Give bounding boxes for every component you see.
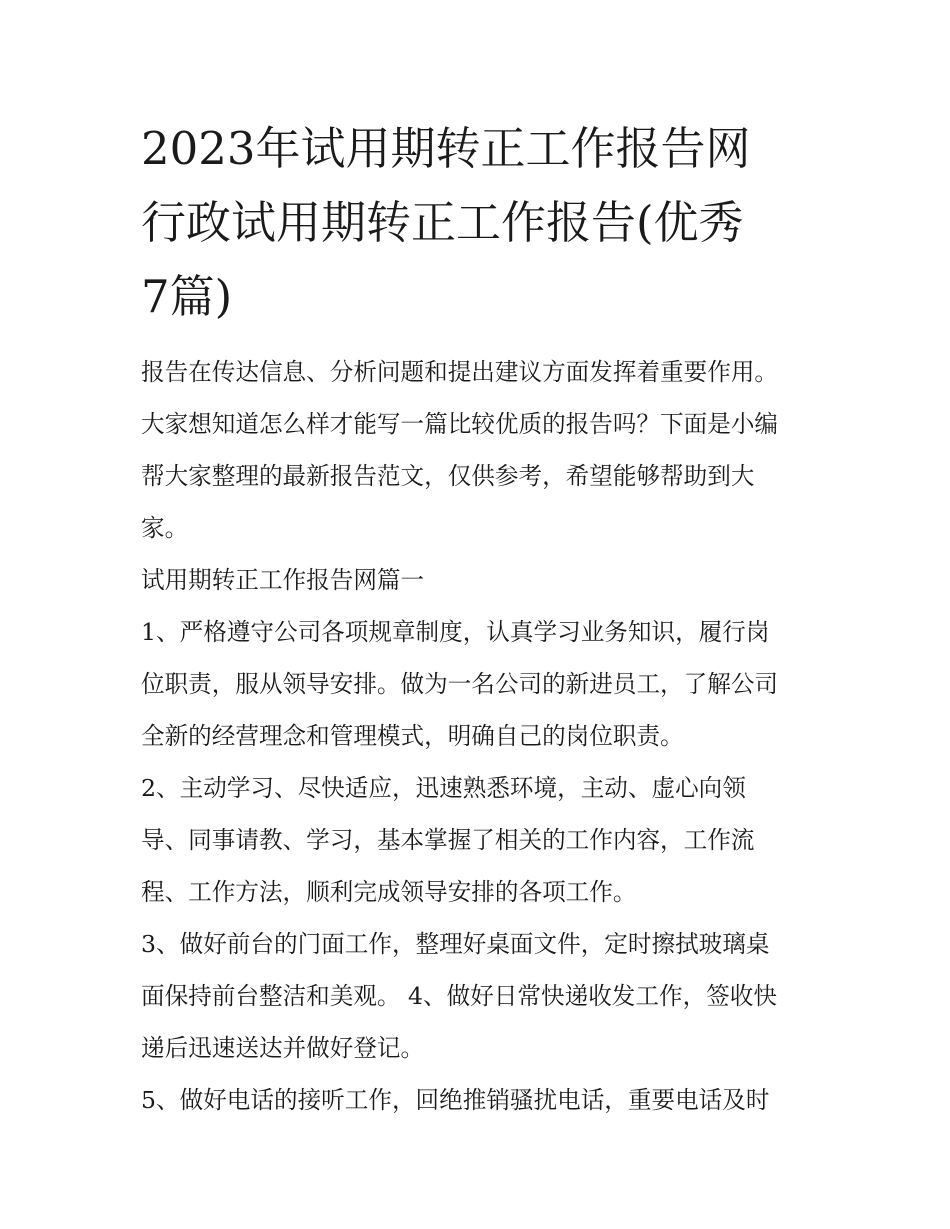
intro-paragraph xyxy=(141,346,813,554)
body-line-1: 报告在传达信息、分析问题和提出建议方面发挥着重要作用。 xyxy=(141,358,779,386)
item-5-paragraph xyxy=(141,1074,813,1126)
document-content xyxy=(141,112,813,1126)
body-line-3: 帮大家整理的最新报告范文，仅供参考，希望能够帮助到大 xyxy=(141,462,755,490)
title-line-2: 行政试用期转正工作报告(优秀 xyxy=(141,196,744,249)
body-line-14: 递后迅速送达并做好登记。 xyxy=(141,1034,425,1062)
body-line-15: 5、做好电话的接听工作，回绝推销骚扰电话，重要电话及时 xyxy=(141,1086,770,1114)
item-1-paragraph xyxy=(141,606,813,762)
document-body xyxy=(141,346,813,1126)
section-heading xyxy=(141,554,813,606)
body-line-10: 导、同事请教、学习，基本掌握了相关的工作内容，工作流 xyxy=(141,826,755,854)
item-3-4-paragraph xyxy=(141,918,813,1074)
body-line-12: 3、做好前台的门面工作，整理好桌面文件，定时擦拭玻璃桌 xyxy=(141,930,770,958)
title-line-3: 7篇) xyxy=(141,270,233,323)
body-line-7: 位职责，服从领导安排。做为一名公司的新进员工，了解公司 xyxy=(141,670,779,698)
body-line-13: 面保持前台整洁和美观。 4、做好日常快递收发工作，签收快 xyxy=(141,982,777,1010)
body-line-8: 全新的经营理念和管理模式，明确自己的岗位职责。 xyxy=(141,722,684,750)
body-line-4: 家。 xyxy=(141,514,189,542)
body-line-6: 1、严格遵守公司各项规章制度，认真学习业务知识，履行岗 xyxy=(141,618,770,646)
item-2-paragraph xyxy=(141,762,813,918)
body-line-9: 2、主动学习、尽快适应，迅速熟悉环境，主动、虚心向领 xyxy=(141,774,746,802)
document-title xyxy=(141,112,813,334)
body-line-5: 试用期转正工作报告网篇一 xyxy=(141,566,425,594)
title-line-1: 2023年试用期转正工作报告网 xyxy=(141,122,751,175)
body-line-11: 程、工作方法，顺利完成领导安排的各项工作。 xyxy=(141,878,637,906)
body-line-2: 大家想知道怎么样才能写一篇比较优质的报告吗？下面是小编 xyxy=(141,410,779,438)
